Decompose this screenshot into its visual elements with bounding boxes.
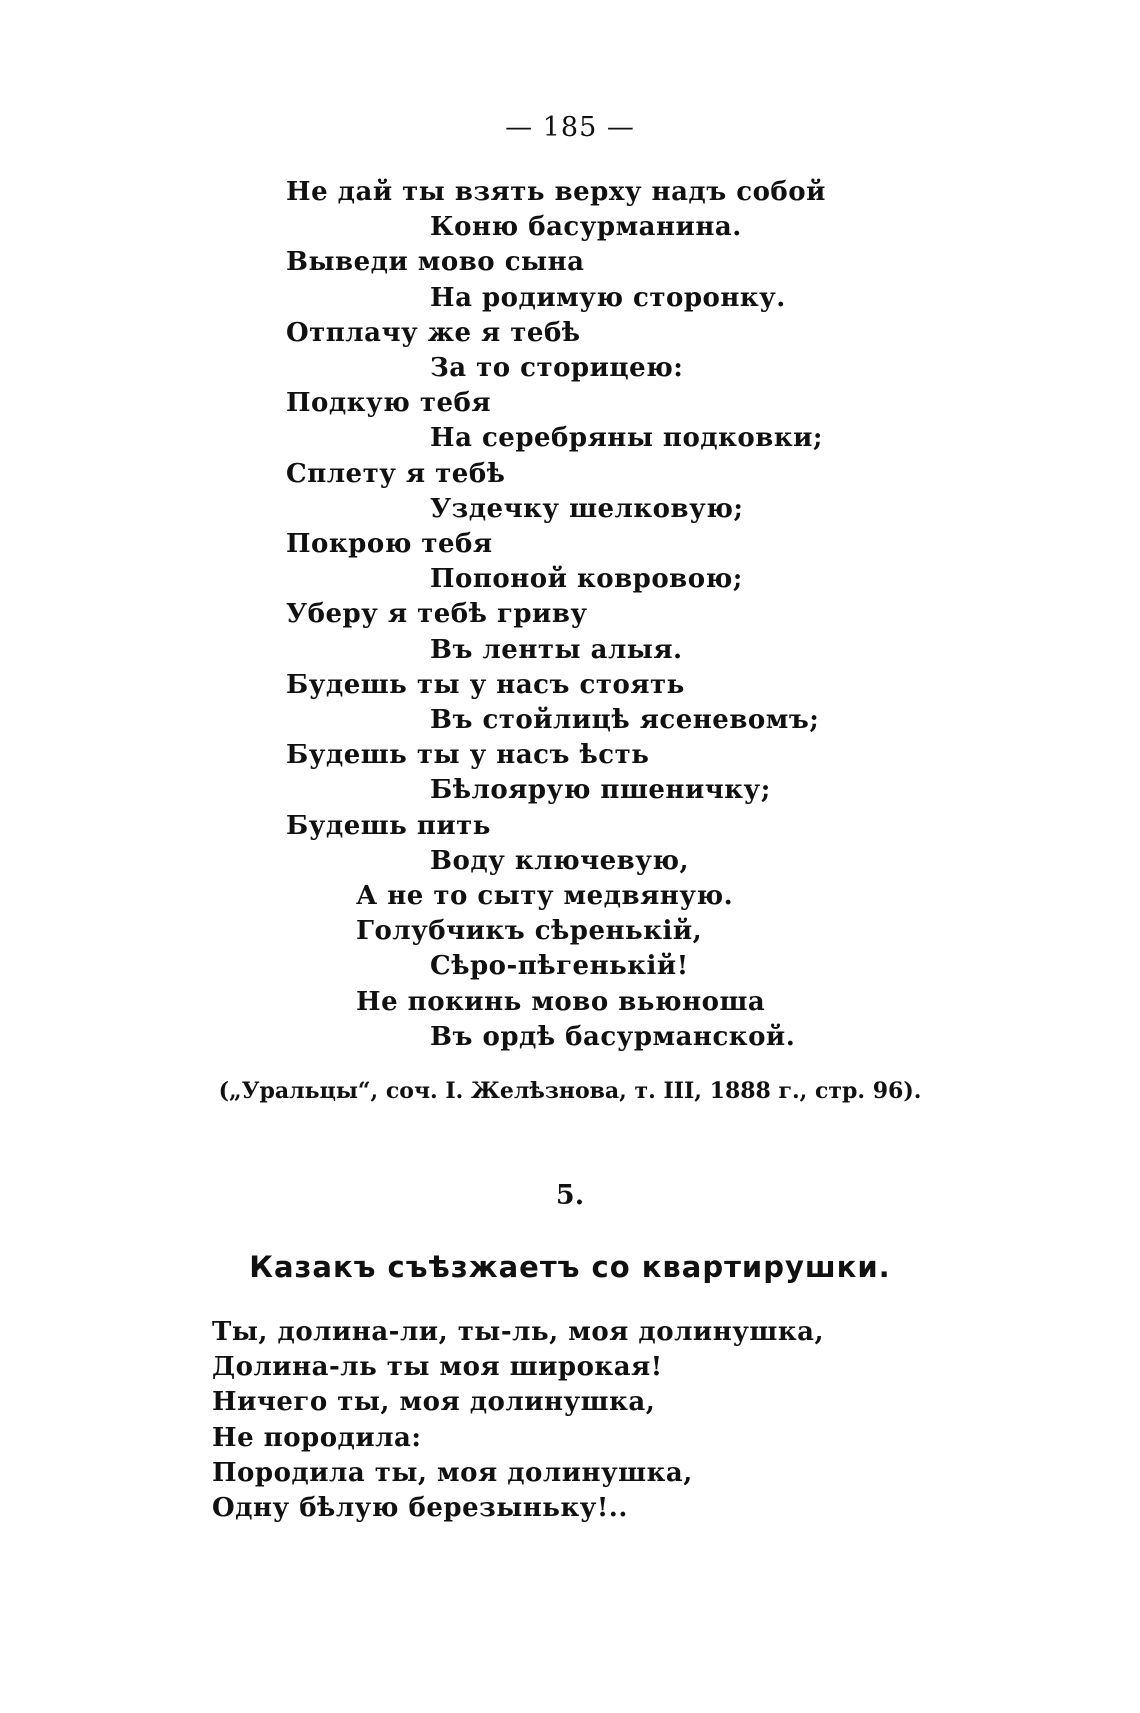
- poem-line: Попоной ковровою;: [430, 564, 743, 594]
- song-line: Не породила:: [212, 1423, 422, 1453]
- poem-line: Въ ордѣ басурманской.: [430, 1022, 796, 1052]
- poem-line: Уздечку шелковую;: [430, 494, 744, 524]
- song-line: Ничего ты, моя долинушка,: [212, 1387, 656, 1417]
- poem-line: На серебряны подковки;: [430, 423, 823, 453]
- poem-line: Въ ленты алыя.: [430, 635, 683, 665]
- poem-line: Покрою тебя: [286, 529, 493, 559]
- poem-line: А не то сыту медвяную.: [356, 881, 734, 911]
- song-line: Одну бѣлую березыньку!..: [212, 1493, 628, 1523]
- poem-line: Будешь ты у насъ ѣсть: [286, 740, 650, 770]
- poem-line: Сѣро-пѣгенькій!: [430, 951, 689, 981]
- poem-line: Сплету я тебѣ: [286, 459, 506, 489]
- page-number: — 185 —: [505, 112, 635, 143]
- poem-line: Въ стойлицѣ ясеневомъ;: [430, 705, 820, 735]
- poem-line: Уберу я тебѣ гриву: [286, 599, 588, 629]
- source-citation: („Уральцы“, соч. I. Желѣзнова, т. III, 1888 г., стр. 96).: [218, 1078, 922, 1104]
- poem-line: Выведи мово сына: [286, 247, 585, 277]
- song-line: Породила ты, моя долинушка,: [212, 1458, 693, 1488]
- poem-line: Воду ключевую,: [430, 846, 690, 876]
- poem-line: Будешь ты у насъ стоять: [286, 670, 685, 700]
- poem-line: Голубчикъ сѣренькій,: [356, 916, 703, 946]
- section-number: 5.: [555, 1180, 585, 1211]
- song-line: Ты, долина-ли, ты-ль, моя долинушка,: [212, 1317, 825, 1347]
- poem-line: За то сторицею:: [430, 353, 684, 383]
- poem-line: Будешь пить: [286, 811, 491, 841]
- poem-line: Коню басурманина.: [430, 212, 742, 242]
- song-line: Долина-ль ты моя широкая!: [212, 1352, 663, 1382]
- poem-line: Подкую тебя: [286, 388, 492, 418]
- song-title: Казакъ съѣзжаетъ со квартирушки.: [249, 1250, 891, 1284]
- poem-line: Бѣлоярую пшеничку;: [430, 775, 771, 805]
- poem-line: Не покинь мово вьюноша: [356, 987, 766, 1017]
- poem-line: Не дай ты взять верху надъ собой: [286, 177, 826, 207]
- poem-line: Отплачу же я тебѣ: [286, 318, 581, 348]
- poem-line: На родимую сторонку.: [430, 283, 786, 313]
